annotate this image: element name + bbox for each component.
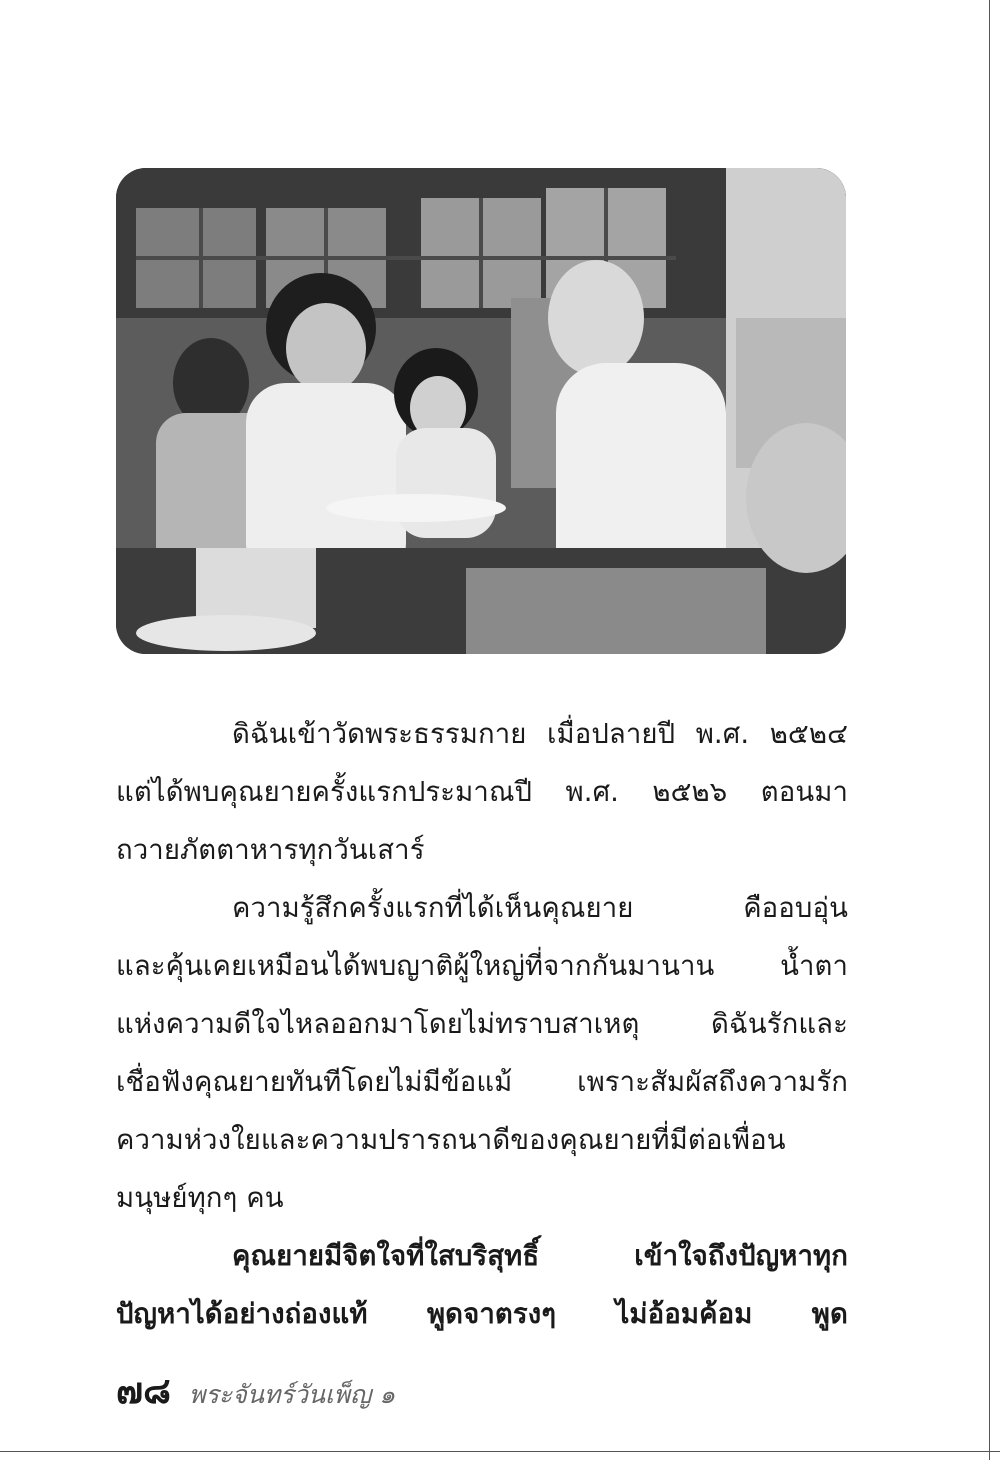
paragraph-line-bold: ปัญหาได้อย่างถ่องแท้ พูดจาตรงๆ ไม่อ้อมค้อม พูด: [116, 1298, 848, 1330]
page-footer: [116, 1362, 395, 1412]
paragraph-line: ดิฉันเข้าวัดพระธรรมกาย เมื่อปลายปี พ.ศ. ๒๕๒๔: [232, 718, 848, 750]
paragraph-line: และคุ้นเคยเหมือนได้พบญาติผู้ใหญ่ที่จากกันมานาน น้ำตา: [116, 950, 848, 982]
paragraph-line: ความห่วงใยและความปรารถนาดีของคุณยายที่มีต่อเพื่อน: [116, 1124, 786, 1156]
paragraph-line: เชื่อฟังคุณยายทันทีโดยไม่มีข้อแม้ เพราะสัมผัสถึงความรัก: [116, 1066, 848, 1098]
paragraph-line: ถวายภัตตาหารทุกวันเสาร์: [116, 834, 425, 866]
page-edge: [989, 0, 990, 1460]
page-edge: [0, 1451, 1000, 1452]
paragraph-line: ความรู้สึกครั้งแรกที่ได้เห็นคุณยาย คืออบอุ่น: [232, 892, 848, 924]
paragraph-line: แห่งความดีใจไหลออกมาโดยไม่ทราบสาเหตุ ดิฉันรักและ: [116, 1008, 848, 1040]
paragraph-line: มนุษย์ทุกๆ คน: [116, 1182, 284, 1214]
body-text: [116, 705, 848, 1343]
paragraph-line-bold: คุณยายมีจิตใจที่ใสบริสุทธิ์ เข้าใจถึงปัญหาทุก: [232, 1240, 848, 1272]
paragraph-line: แต่ได้พบคุณยายครั้งแรกประมาณปี พ.ศ. ๒๕๒๖ ตอนมา: [116, 776, 848, 808]
page-number: ๗๘: [116, 1370, 171, 1412]
running-title: พระจันทร์วันเพ็ญ ๑: [188, 1380, 396, 1409]
photograph: [116, 168, 846, 654]
